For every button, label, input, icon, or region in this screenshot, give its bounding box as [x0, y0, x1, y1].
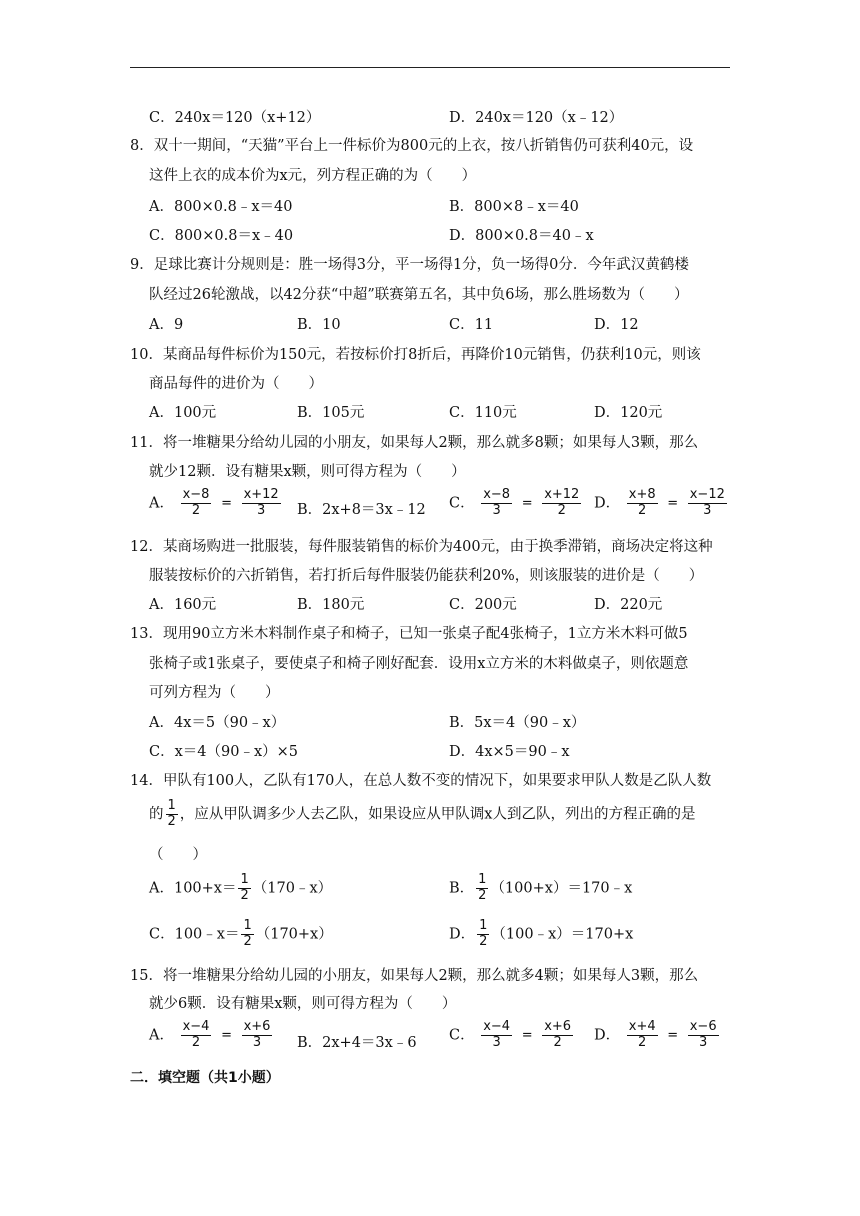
q10-stem-line2: 商品每件的进价为（ ）: [149, 376, 323, 392]
section-heading-fill-in: 二．填空题（共1小题）: [130, 1070, 280, 1086]
q8-option-a: A．800×0.8﹣x＝40: [149, 199, 293, 215]
fraction: $\frac{x+6}{2}$: [544, 1019, 572, 1050]
q8-option-c: C．800×0.8＝x﹣40: [149, 228, 294, 244]
q9-stem-line2: 队经过26轮激战，以42分获“中超”联赛第五名，其中负6场，那么胜场数为（ ）: [149, 287, 689, 303]
fraction: $\frac{x-4}{2}$: [182, 1019, 210, 1050]
header-rule: [130, 67, 730, 68]
fraction: $\frac{x+8}{2}$: [628, 487, 656, 518]
q15-option-b: B．2x+4＝3x﹣6: [297, 1035, 417, 1051]
fraction: $\frac{x+6}{3}$: [243, 1019, 271, 1050]
q14-stem-line1: 14．甲队有100人，乙队有170人，在总人数不变的情况下，如果要求甲队人数是乙队人数: [130, 773, 712, 789]
fraction: $\frac{x-12}{3}$: [689, 487, 725, 518]
option-label: D．: [594, 495, 621, 512]
fraction-half: $\frac{1}{2}$: [240, 872, 249, 903]
q11-option-a: [149, 488, 283, 519]
option-label: A．: [149, 495, 174, 512]
q11-option-d: [594, 488, 729, 519]
fraction: $\frac{x-8}{3}$: [483, 487, 511, 518]
q11-option-b: B．2x+8＝3x﹣12: [297, 502, 426, 518]
fraction: $\frac{x-6}{3}$: [689, 1019, 717, 1050]
q13-stem-line2: 张椅子或1张桌子，要使桌子和椅子刚好配套．设用x立方米的木料做桌子，则依题意: [149, 656, 689, 672]
q15-option-c: [449, 1020, 575, 1051]
q12-option-d: D．220元: [594, 597, 663, 613]
q8-option-b: B．800×8﹣x＝40: [449, 199, 579, 215]
equals-sign: =: [667, 1027, 679, 1043]
equals-sign: =: [221, 495, 232, 511]
q14-option-c: C．100﹣x＝ $\frac{1}{2}$ （170+x）: [149, 918, 333, 949]
fraction: $\frac{x-4}{3}$: [483, 1019, 511, 1050]
q11-stem-line2: 就少12颗．设有糖果x颗，则可得方程为（ ）: [149, 464, 466, 480]
q12-option-c: C．200元: [449, 597, 517, 613]
q10-stem-line1: 10．某商品每件标价为150元，若按标价打8折后，再降价10元销售，仍获利10元，则该: [130, 347, 701, 363]
q8-stem-line1: 8．双十一期间，“天猫”平台上一件标价为800元的上衣，按八折销售仍可获利40元，设: [130, 138, 694, 154]
q8-stem-line2: 这件上衣的成本价为x元，列方程正确的为（ ）: [149, 168, 477, 184]
equals-sign: =: [221, 1027, 232, 1043]
q10-option-b: B．105元: [297, 405, 365, 421]
q13-option-d: D．4x×5＝90﹣x: [449, 744, 570, 760]
fraction: $\frac{x+12}{3}$: [243, 487, 279, 518]
q7-option-d: D．240x＝120（x﹣12）: [449, 110, 624, 126]
q14-option-b: B． $\frac{1}{2}$ （100+x）＝170﹣x: [449, 872, 633, 903]
q11-option-c: [449, 488, 583, 519]
q12-stem-line1: 12．某商场购进一批服装，每件服装销售的标价为400元，由于换季滞销，商场决定将这种: [130, 539, 713, 555]
q12-option-a: A．160元: [149, 597, 217, 613]
q14-stem-line3: （ ）: [149, 847, 207, 863]
equals-sign: =: [667, 495, 679, 511]
q15-stem-line1: 15．将一堆糖果分给幼儿园的小朋友，如果每人2颗，那么就多4颗；如果每人3颗，那么: [130, 968, 699, 984]
q13-option-c: C．x＝4（90﹣x）×5: [149, 744, 298, 760]
option-label: A．: [149, 1027, 174, 1044]
q13-option-b: B．5x＝4（90﹣x）: [449, 715, 586, 731]
fraction-half: $\frac{1}{2}$: [479, 918, 488, 949]
fraction-half: $\frac{1}{2}$: [478, 872, 487, 903]
q15-option-a: [149, 1020, 274, 1051]
q14-stem-line2: 的 $\frac{1}{2}$ ，应从甲队调多少人去乙队，如果设应从甲队调x人到乙队，列出的方程正确的是: [149, 798, 696, 829]
q7-option-c: C．240x＝120（x+12）: [149, 110, 321, 126]
option-label: D．: [594, 1027, 621, 1044]
q15-stem-line2: 就少6颗．设有糖果x颗，则可得方程为（ ）: [149, 996, 457, 1012]
q10-option-d: D．120元: [594, 405, 663, 421]
fraction-half: $\frac{1}{2}$: [243, 918, 252, 949]
q9-option-d: D．12: [594, 317, 639, 333]
q9-stem-line1: 9．足球比赛计分规则是：胜一场得3分，平一场得1分，负一场得0分．今年武汉黄鹤楼: [130, 257, 689, 273]
equals-sign: =: [521, 495, 533, 511]
equals-sign: =: [521, 1027, 533, 1043]
q9-option-a: A．9: [149, 317, 184, 333]
option-label: C．: [449, 1027, 475, 1044]
q14-option-a: A．100+x＝ $\frac{1}{2}$ （170﹣x）: [149, 872, 333, 903]
fraction: $\frac{x+12}{2}$: [544, 487, 580, 518]
q9-option-c: C．11: [449, 317, 494, 333]
q8-option-d: D．800×0.8＝40﹣x: [449, 228, 594, 244]
q10-option-a: A．100元: [149, 405, 217, 421]
fraction: $\frac{x-8}{2}$: [182, 487, 210, 518]
q9-option-b: B．10: [297, 317, 341, 333]
q11-stem-line1: 11．将一堆糖果分给幼儿园的小朋友，如果每人2颗，那么就多8颗；如果每人3颗，那么: [130, 435, 699, 451]
q12-option-b: B．180元: [297, 597, 365, 613]
q13-stem-line1: 13．现用90立方米木料制作桌子和椅子，已知一张桌子配4张椅子，1立方米木料可做5: [130, 626, 688, 642]
fraction-half: $\frac{1}{2}$: [167, 798, 176, 829]
q10-option-c: C．110元: [449, 405, 517, 421]
option-label: C．: [449, 495, 475, 512]
q13-option-a: A．4x＝5（90﹣x）: [149, 715, 286, 731]
fraction: $\frac{x+4}{2}$: [628, 1019, 656, 1050]
q14-option-d: D． $\frac{1}{2}$ （100﹣x）＝170+x: [449, 918, 634, 949]
q15-option-d: [594, 1020, 721, 1051]
q12-stem-line2: 服装按标价的六折销售，若打折后每件服装仍能获利20%，则该服装的进价是（ ）: [149, 568, 704, 584]
q13-stem-line3: 可列方程为（ ）: [149, 685, 280, 701]
